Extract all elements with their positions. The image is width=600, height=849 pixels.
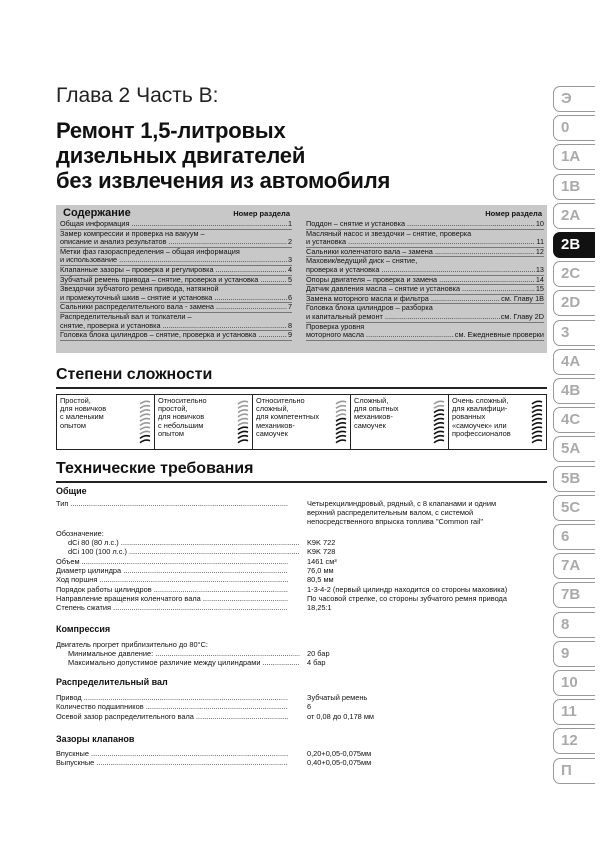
spec-row xyxy=(56,576,547,585)
contents-right-column xyxy=(306,205,544,341)
contents-row xyxy=(60,331,292,341)
contents-row xyxy=(306,257,544,266)
contents-row xyxy=(306,238,544,248)
chapter-tab-2C[interactable]: 2C xyxy=(553,261,595,287)
contents-row xyxy=(306,276,544,286)
spec-label: Выпускные ..... xyxy=(56,759,288,768)
contents-row-number: 7 xyxy=(287,302,292,312)
difficulty-level-1 xyxy=(56,394,154,450)
contents-row-text: Распределительный вал и толкатели – xyxy=(60,311,192,321)
contents-row-text: и использование ..... xyxy=(60,256,287,265)
subsection-valve-clearance: Зазоры клапанов xyxy=(56,734,135,744)
spec-row xyxy=(56,595,547,604)
contents-row-text: Маховик/ведущий диск – снятие, xyxy=(306,256,418,266)
spec-row xyxy=(56,539,547,548)
subsection-camshaft: Распределительный вал xyxy=(56,677,168,687)
spec-value: 18,25:1 xyxy=(307,603,332,613)
chapter-tab-2D[interactable]: 2D xyxy=(553,290,595,316)
contents-row xyxy=(60,285,292,294)
chapter-label: Глава 2 Часть B: xyxy=(56,84,219,107)
spec-label: Степень сжатия ..... xyxy=(56,604,288,613)
spec-label: Объем ..... xyxy=(56,558,288,567)
contents-row-text: Сальники коленчатого вала – замена ..... xyxy=(306,248,535,257)
spec-label: Обозначение: xyxy=(56,529,104,538)
difficulty-title: Степени сложности xyxy=(56,366,213,383)
contents-row-text: описание и анализ результатов ..... xyxy=(60,238,287,247)
difficulty-level-4 xyxy=(350,394,448,450)
contents-row-text: Датчик давления масла – снятие и установка ..... xyxy=(306,285,535,294)
divider xyxy=(56,387,547,389)
difficulty-level-3 xyxy=(252,394,350,450)
chapter-tab-6[interactable]: 6 xyxy=(553,524,595,550)
chapter-tab-7B[interactable]: 7B xyxy=(553,582,595,608)
spec-value: K9K 728 xyxy=(307,547,336,557)
contents-row-text: Клапанные зазоры – проверка и регулировка ..... xyxy=(60,266,287,275)
contents-row-text: снятие, проверка и установка ..... xyxy=(60,322,287,331)
spec-row xyxy=(56,650,547,659)
chapter-tab-Э[interactable]: Э xyxy=(553,86,595,112)
contents-row-text: проверка и установка ..... xyxy=(306,266,535,275)
spec-value: 0,40+0,05-0,075мм xyxy=(307,758,372,768)
contents-row-number: см. Главу 2D xyxy=(500,311,544,321)
spec-value: непосредственного впрыска топлива "Common rail" xyxy=(307,517,483,526)
spec-value: 4 бар xyxy=(307,658,326,667)
chapter-tab-0[interactable]: 0 xyxy=(553,115,595,141)
section-number-label: Номер раздела xyxy=(485,209,542,218)
contents-row-text: и промежуточный шкив – снятие и установка ..... xyxy=(60,294,287,303)
chapter-tab-10[interactable]: 10 xyxy=(553,670,595,696)
difficulty-label: Очень сложный, для квалифици- рованных «самоучек» или профессионалов xyxy=(452,396,511,438)
difficulty-label: Относительно простой, для новичков с небольшим опытом xyxy=(158,396,207,438)
chapter-tab-4A[interactable]: 4A xyxy=(553,349,595,375)
spec-value: 1-3-4-2 (первый цилиндр находится со стороны маховика) xyxy=(307,584,508,594)
spec-value: 6 xyxy=(307,702,312,712)
contents-row-text: Поддон – снятие и установка ..... xyxy=(306,220,535,229)
contents-row-text: Зубчатый ремень привода – снятие, проверка и установка ..... xyxy=(60,276,287,285)
spec-value: По часовой стрелке, со стороны зубчатого ремня привода xyxy=(307,593,507,603)
contents-row-number: 15 xyxy=(535,284,544,294)
spec-row xyxy=(56,750,547,759)
contents-row xyxy=(306,230,544,239)
contents-row-text: моторного масла ..... xyxy=(306,331,454,340)
contents-row xyxy=(60,294,292,304)
spec-row xyxy=(56,703,547,712)
contents-row-number: 4 xyxy=(287,264,292,274)
contents-row-text: и установка ..... xyxy=(306,238,535,247)
difficulty-label: Относительно сложный, для компетентных механиков- самоучек xyxy=(256,396,320,438)
contents-heading: Содержание xyxy=(63,207,131,219)
spec-row xyxy=(56,604,547,613)
spec-row xyxy=(56,558,547,567)
chapter-tab-5A[interactable]: 5A xyxy=(553,436,595,462)
chapter-tab-4B[interactable]: 4B xyxy=(553,378,595,404)
chapter-tab-2A[interactable]: 2A xyxy=(553,203,595,229)
spec-value: от 0,08 до 0,178 мм xyxy=(307,711,375,721)
contents-left-column xyxy=(60,205,292,341)
difficulty-level-2 xyxy=(154,394,252,450)
contents-row xyxy=(60,322,292,332)
contents-row-number: 9 xyxy=(287,330,292,340)
spec-label: Максимально допустимое различие между цилиндрами ..... xyxy=(56,659,300,668)
spec-row xyxy=(56,659,547,668)
spec-label: dCi 100 (100 л.с.) ..... xyxy=(56,548,300,557)
contents-row-number: 14 xyxy=(535,274,544,284)
difficulty-spring-icon xyxy=(433,399,445,445)
contents-row xyxy=(306,331,544,341)
contents-row-text: Опоры двигателя – проверка и замена ..... xyxy=(306,276,535,285)
spec-label: Направление вращения коленчатого вала ..... xyxy=(56,595,288,604)
contents-row-number: см. Главу 1B xyxy=(501,293,544,303)
spec-label: Ход поршня ..... xyxy=(56,576,288,585)
contents-row-text: Замер компрессии и проверка на вакуум – xyxy=(60,228,205,238)
spec-row xyxy=(56,641,547,650)
contents-row-text: Головка блока цилиндров – разборка xyxy=(306,303,433,313)
chapter-tab-5B[interactable]: 5B xyxy=(553,466,595,492)
spec-label: Количество подшипников ..... xyxy=(56,703,288,712)
difficulty-spring-icon xyxy=(237,399,249,445)
spec-row xyxy=(56,567,547,576)
spec-label: Диаметр цилиндра ..... xyxy=(56,567,288,576)
spec-value: верхний распределительным валом, с системой xyxy=(307,508,474,517)
contents-row-text: Проверка уровня xyxy=(306,321,365,331)
contents-row-text: и капитальный ремонт ..... xyxy=(306,313,500,322)
spec-label: Привод ..... xyxy=(56,694,288,703)
contents-row-text: Сальники распределительного вала - замена ..... xyxy=(60,303,287,312)
spec-label: dCi 80 (80 л.с.) ..... xyxy=(56,539,300,548)
contents-row-number: 2 xyxy=(287,237,292,247)
contents-row-number: см. Ежедневные проверки xyxy=(454,330,544,340)
contents-row-number: 11 xyxy=(536,237,544,247)
spec-value: 80,5 мм xyxy=(307,575,334,585)
difficulty-spring-icon xyxy=(531,399,543,445)
contents-row-number: 1 xyxy=(287,219,292,228)
subsection-general: Общие xyxy=(56,486,87,496)
spec-row xyxy=(56,518,547,527)
chapter-tab-5C[interactable]: 5C xyxy=(553,495,595,521)
chapter-tab-П[interactable]: П xyxy=(553,758,595,784)
chapter-tab-7A[interactable]: 7A xyxy=(553,553,595,579)
chapter-tab-8[interactable]: 8 xyxy=(553,612,595,638)
spec-label: Осевой зазор распределительного вала ..... xyxy=(56,713,288,722)
chapter-tab-2B[interactable]: 2B xyxy=(553,232,595,258)
difficulty-label: Сложный, для опытных механиков- самоучек xyxy=(354,396,399,430)
difficulty-levels xyxy=(56,394,547,450)
contents-row-text: Замена моторного масла и фильтра ..... xyxy=(306,295,500,304)
specs-title: Технические требования xyxy=(56,460,254,477)
spec-row xyxy=(56,713,547,722)
section-number-label: Номер раздела xyxy=(233,209,290,218)
page-title: Ремонт 1,5-литровых дизельных двигателей без извлечения из автомобиля xyxy=(56,118,391,193)
spec-row xyxy=(56,694,547,703)
contents-row-number: 10 xyxy=(535,219,544,228)
contents-row xyxy=(60,313,292,322)
spec-value: 76,0 мм xyxy=(307,565,334,575)
contents-row xyxy=(306,266,544,276)
chapter-tab-9[interactable]: 9 xyxy=(553,641,595,667)
contents-row-text: Звездочки зубчатого ремня привода, натяжной xyxy=(60,284,219,294)
chapter-tab-12[interactable]: 12 xyxy=(553,728,595,754)
chapter-tab-1B[interactable]: 1B xyxy=(553,174,595,200)
spec-row xyxy=(56,759,547,768)
difficulty-spring-icon xyxy=(335,399,347,445)
contents-box xyxy=(56,205,547,353)
spec-value: 0,20+0,05-0,075мм xyxy=(307,749,372,758)
contents-row-text: Общая информация ..... xyxy=(60,220,287,229)
spec-label: Впускные ..... xyxy=(56,750,288,759)
contents-row-text: Головка блока цилиндров – снятие, проверка и установка ..... xyxy=(60,331,287,340)
spec-label: Минимальное давление: ..... xyxy=(56,650,300,659)
contents-row xyxy=(60,248,292,257)
spec-row xyxy=(56,548,547,557)
contents-row-text: Масляный насос и звездочки – снятие, проверка xyxy=(306,228,472,238)
contents-row xyxy=(60,230,292,239)
spec-value: Четырехцилиндровый, рядный, с 8 клапанами и одним xyxy=(307,499,497,508)
chapter-tab-4C[interactable]: 4C xyxy=(553,407,595,433)
chapter-tab-3[interactable]: 3 xyxy=(553,320,595,346)
spec-value: Зубчатый ремень xyxy=(307,693,368,702)
spec-value: 20 бар xyxy=(307,649,330,658)
contents-row-number: 5 xyxy=(287,274,292,284)
spec-row xyxy=(56,500,547,509)
subsection-compression: Компрессия xyxy=(56,624,111,634)
spec-row xyxy=(56,530,547,539)
contents-row xyxy=(60,266,292,276)
difficulty-level-5 xyxy=(448,394,547,450)
contents-row-number: 13 xyxy=(535,264,544,274)
contents-row-number: 8 xyxy=(287,320,292,330)
difficulty-spring-icon xyxy=(139,399,151,445)
spec-label: Двигатель прогрет приблизительно до 80°С: xyxy=(56,640,208,649)
contents-row-text: Метки фаз газораспределения – общая информация xyxy=(60,246,240,256)
chapter-tab-1A[interactable]: 1A xyxy=(553,144,595,170)
spec-value: K9K 722 xyxy=(307,538,336,547)
divider xyxy=(56,481,547,483)
contents-row-number: 3 xyxy=(287,255,292,265)
difficulty-label: Простой, для новичков с маленьким опытом xyxy=(60,396,107,430)
contents-row xyxy=(60,256,292,266)
spec-value: 1461 см³ xyxy=(307,556,337,566)
contents-row-number: 6 xyxy=(287,292,292,302)
spec-label: Порядок работы цилиндров ..... xyxy=(56,586,288,595)
contents-row-number: 12 xyxy=(535,246,544,256)
chapter-tab-11[interactable]: 11 xyxy=(553,699,595,725)
spec-label: Тип ..... xyxy=(56,500,288,509)
